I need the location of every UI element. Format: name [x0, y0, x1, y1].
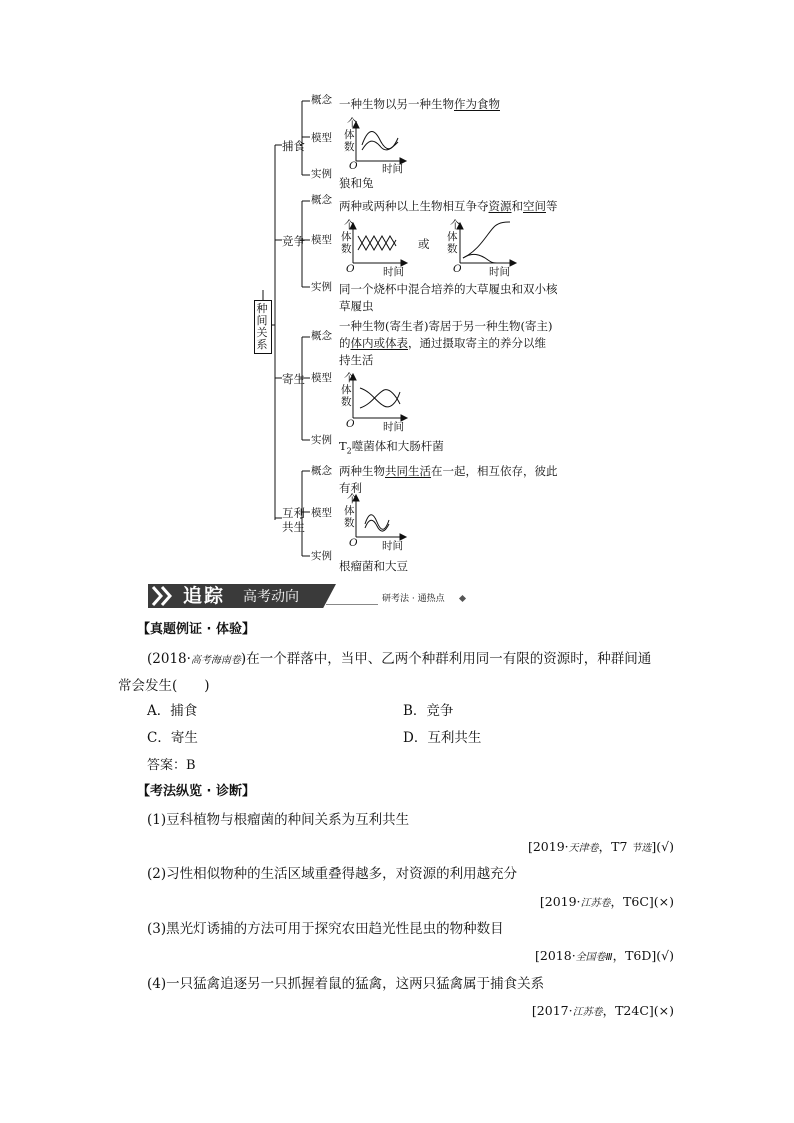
- mutualism-ylabel-1: 个: [347, 493, 358, 505]
- predation-ylabel-3: 数: [344, 141, 355, 153]
- mutualism-concept-line2: 有利: [339, 481, 362, 495]
- predation-origin: O: [349, 160, 358, 172]
- double-chevron-icon: [148, 584, 178, 608]
- option-d: D．互利共生: [403, 730, 482, 746]
- review-item-4-source: [2017·江苏卷，T24C](×): [531, 1003, 674, 1018]
- mutualism-concept-line1: 两种生物共同生活在一起，相互依存，彼此: [339, 464, 558, 478]
- competition-a-ylabel-3: 数: [341, 243, 352, 255]
- competition-b-ylabel-2: 体: [447, 231, 458, 243]
- competition-b-origin: O: [453, 263, 462, 275]
- banner-underline: [326, 604, 378, 605]
- parasitism-concept-line1: 一种生物(寄生者)寄居于另一种生物(寄主): [339, 319, 553, 333]
- competition-b-ylabel-1: 个: [450, 219, 461, 231]
- predation-xlabel: 时间: [382, 163, 403, 175]
- mutualism-model-label: 模型: [311, 507, 332, 519]
- review-item-1: (1)豆科植物与根瘤菌的种间关系为互利共生: [147, 812, 410, 828]
- parasitism-concept-label: 概念: [311, 330, 332, 342]
- review-item-2-source: [2019·江苏卷，T6C](×): [539, 894, 674, 909]
- competition-a-ylabel-1: 个: [344, 219, 355, 231]
- parasitism-curve-b: [360, 390, 400, 408]
- competition-a-xlabel: 时间: [383, 266, 404, 278]
- parasitism-example: $T_2$噬菌体和大肠杆菌: [339, 439, 444, 456]
- competition-model-label: 模型: [311, 234, 332, 246]
- root-label: 种间关系: [256, 302, 268, 351]
- banner-title: 追踪: [183, 585, 226, 607]
- mutualism-concept-label: 概念: [311, 465, 332, 477]
- review-item-4: (4)一只猛禽追逐另一只抓握着鼠的猛禽，这两只猛禽属于捕食关系: [147, 976, 545, 992]
- parasitism-ylabel-1: 个: [344, 372, 355, 384]
- predation-example: 狼和兔: [339, 176, 374, 190]
- review-item-3-source: [2018·全国卷Ⅲ，T6D](√): [535, 948, 674, 963]
- predation-ylabel-2: 体: [344, 129, 355, 141]
- mutualism-origin: O: [349, 537, 358, 549]
- competition-example-line2: 草履虫: [339, 299, 374, 313]
- competition-a-origin: O: [346, 263, 355, 275]
- option-a: A．捕食: [147, 703, 198, 719]
- mutualism-ylabel-3: 数: [344, 517, 355, 529]
- banner-subtitle: 高考动向: [243, 589, 299, 605]
- competition-curve-b: [358, 236, 396, 250]
- branch-competition-name: 竞争: [282, 234, 305, 248]
- mutualism-xlabel: 时间: [382, 540, 403, 552]
- competition-curve-a: [358, 236, 396, 250]
- predation-example-label: 实例: [311, 168, 332, 180]
- parasitism-xlabel: 时间: [383, 421, 404, 433]
- exam-answer: 答案：B: [147, 758, 196, 773]
- review-item-1-source: [2019·天津卷，T7 节选](√): [527, 839, 674, 854]
- banner-tagline: 研考法 · 通热点: [382, 594, 445, 604]
- mutualism-example-label: 实例: [311, 550, 332, 562]
- exam-heading: 【真题例证 · 体验】: [137, 622, 255, 637]
- parasitism-model-label: 模型: [311, 372, 332, 384]
- option-c: C．寄生: [147, 730, 198, 746]
- predation-curve-b: [362, 141, 398, 150]
- competition-example-line1: 同一个烧杯中混合培养的大草履虫和双小核: [339, 282, 558, 296]
- branch-predation-name: 捕食: [282, 139, 305, 153]
- section-banner: [148, 583, 468, 609]
- competition-b-xlabel: 时间: [489, 266, 510, 278]
- parasitism-origin: O: [346, 418, 355, 430]
- parasitism-curve-a: [360, 388, 400, 407]
- option-b: B．竞争: [403, 703, 454, 719]
- parasitism-concept-line3: 持生活: [339, 353, 374, 367]
- competition-concept: 两种或两种以上生物相互争夺资源和空间等: [339, 199, 558, 213]
- competition-concept-label: 概念: [311, 194, 332, 206]
- parasitism-ylabel-3: 数: [341, 396, 352, 408]
- mutualism-example: 根瘤菌和大豆: [339, 559, 408, 573]
- competition-example-label: 实例: [311, 281, 332, 293]
- predation-ylabel-1: 个: [347, 117, 358, 129]
- competition-curve-d: [463, 254, 497, 263]
- branch-parasitism-name: 寄生: [282, 372, 305, 386]
- competition-a-ylabel-2: 体: [341, 231, 352, 243]
- mutualism-ylabel-2: 体: [344, 505, 355, 517]
- exam-stem-line1: (2018·高考海南卷)在一个群落中，当甲、乙两个种群利用同一有限的资源时，种群间通: [147, 651, 652, 667]
- competition-or: 或: [418, 237, 430, 251]
- parasitism-concept-line2: 的体内或体表，通过摄取寄主的养分以维: [339, 336, 546, 350]
- parasitism-ylabel-2: 体: [341, 384, 352, 396]
- predation-concept-label: 概念: [311, 94, 332, 106]
- competition-b-ylabel-3: 数: [447, 243, 458, 255]
- branch-mutualism-name-line2: 共生: [282, 520, 305, 534]
- review-heading: 【考法纵览 · 诊断】: [137, 784, 255, 799]
- review-item-2: (2)习性相似物种的生活区域重叠得越多，对资源的利用越充分: [147, 866, 518, 882]
- competition-curve-c: [463, 222, 510, 258]
- exam-stem-line2: 常会发生( ): [118, 678, 210, 694]
- predation-model-label: 模型: [311, 132, 332, 144]
- branch-mutualism-name-line1: 互利: [282, 506, 305, 520]
- review-item-3: (3)黑光灯诱捕的方法可用于探究农田趋光性昆虫的物种数目: [147, 921, 504, 937]
- banner-diamond-icon: [459, 595, 466, 602]
- predation-concept: 一种生物以另一种生物作为食物: [339, 97, 500, 111]
- parasitism-example-label: 实例: [311, 434, 332, 446]
